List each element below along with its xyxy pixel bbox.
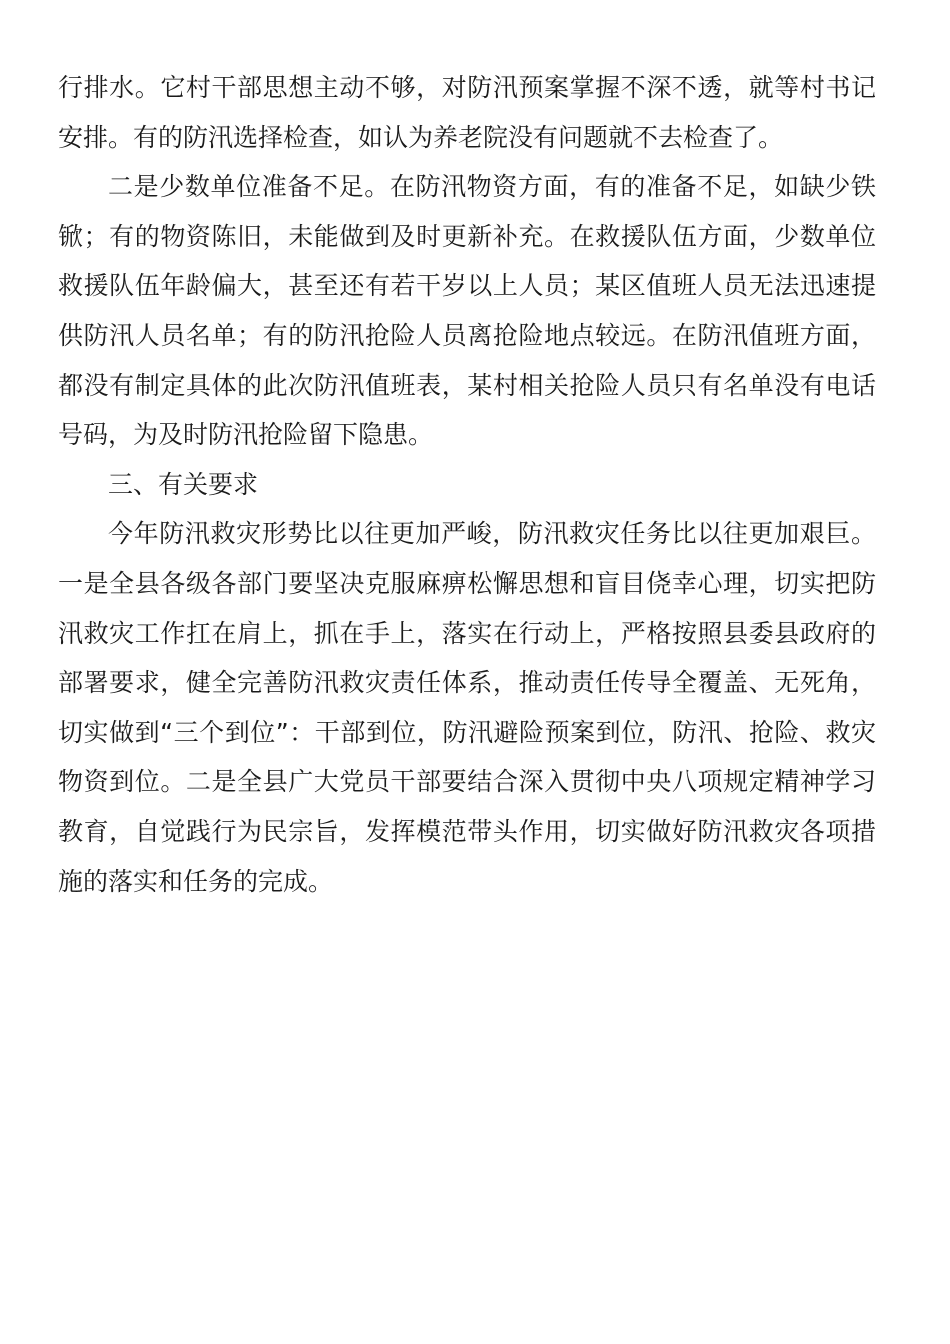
document-page bbox=[58, 63, 876, 906]
section-heading-requirements: 三、有关要求 bbox=[108, 469, 259, 499]
paragraph-continuation: 行排水。它村干部思想主动不够，对防汛预案掌握不深不透，就等村书记安排。有的防汛选择检查，如认为养老院没有问题就不去检查了。 bbox=[58, 73, 876, 152]
paragraph-requirements: 今年防汛救灾形势比以往更加严峻，防汛救灾任务比以往更加艰巨。一是全县各级各部门要坚决克服麻痹松懈思想和盲目侥幸心理，切实把防汛救灾工作扛在肩上，抓在手上，落实在行动上，严格按照县委县政府的部署要求，健全完善防汛救灾责任体系，推动责任传导全覆盖、无死角，切实做到“三个到位”：干部到位，防汛避险预案到位，防汛、抢险、救灾物资到位。二是全县广大党员干部要结合深入贯彻中央八项规定精神学习教育，自觉践行为民宗旨，发挥模范带头作用，切实做好防汛救灾各项措施的落实和任务的完成。 bbox=[58, 519, 876, 896]
paragraph-preparation-issues: 二是少数单位准备不足。在防汛物资方面，有的准备不足，如缺少铁锨；有的物资陈旧，未能做到及时更新补充。在救援队伍方面，少数单位救援队伍年龄偏大，甚至还有若干岁以上人员；某区值班人员无法迅速提供防汛人员名单；有的防汛抢险人员离抢险地点较远。在防汛值班方面，都没有制定具体的此次防汛值班表，某村相关抢险人员只有名单没有电话号码，为及时防汛抢险留下隐患。 bbox=[58, 172, 876, 450]
